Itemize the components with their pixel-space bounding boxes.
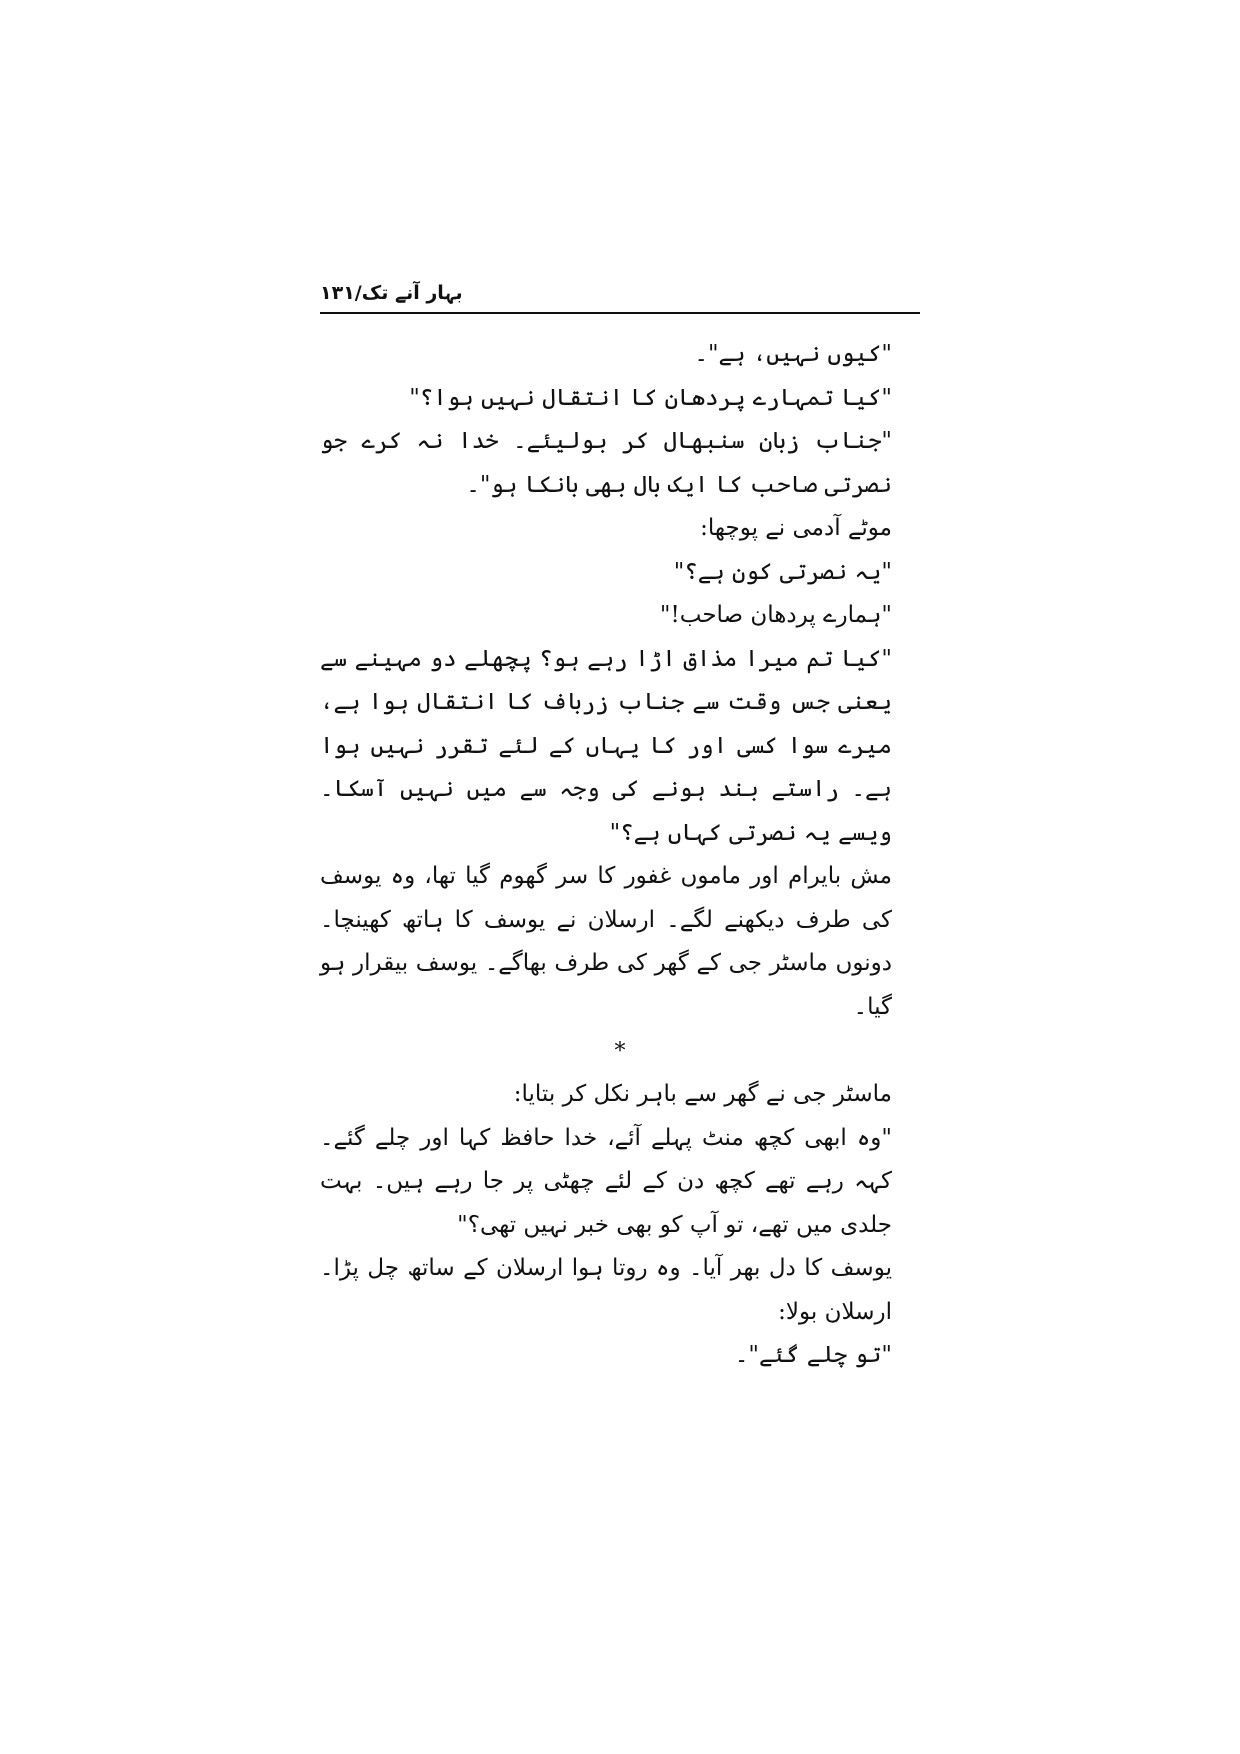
paragraph: "جناب زبان سنبھال کر بولیئے۔ خدا نہ کرے جو نصرتی صاحب کا ایک بال بھی بانکا ہو"۔	[320, 428, 892, 498]
section-break: *	[614, 1039, 626, 1064]
paragraph: "یہ نصرتی کون ہے؟"	[673, 558, 892, 585]
paragraph: "ہمارے پردھان صاحب!"	[659, 602, 892, 628]
paragraph: ماسٹر جی نے گھر سے باہر نکل کر بتایا:	[513, 1081, 892, 1107]
paragraph: "کیا تم میرا مذاق اڑا رہے ہو؟ پچھلے دو مہینے سے یعنی جس وقت سے جناب زرباف کا انتقال ہوا ہے، میرے سوا کسی اور کا یہاں کے لئے تقرر نہیں ہوا ہے۔ راستے بند ہونے کی وجہ سے میں نہیں آسکا۔ ویسے یہ نصرتی کہاں ہے؟"	[320, 645, 892, 846]
page-body	[320, 333, 920, 1378]
paragraph: "کیوں نہیں، ہے"۔	[694, 341, 892, 367]
paragraph: موٹے آدمی نے پوچھا:	[700, 515, 892, 541]
paragraph: مش بایرام اور ماموں غفور کا سر گھوم گیا تھا، وہ یوسف کی طرف دیکھنے لگے۔ ارسلان نے یوسف کا ہاتھ کھینچا۔ دونوں ماسٹر جی کے گھر کی طرف بھاگے۔ یوسف بیقرار ہو گیا۔	[320, 863, 892, 1020]
paragraph: "کیا تمہارے پردھان کا انتقال نہیں ہوا؟"	[409, 384, 892, 411]
header-rule	[320, 312, 920, 314]
paragraph: یوسف کا دل بھر آیا۔ وہ روتا ہوا ارسلان کے ساتھ چل پڑا۔ ارسلان بولا:	[320, 1255, 892, 1325]
paragraph: "وہ ابھی کچھ منٹ پہلے آئے، خدا حافظ کہا اور چلے گئے۔ کہہ رہے تھے کچھ دن کے لئے چھٹی پر جا رہے ہیں۔ بہت جلدی میں تھے، تو آپ کو بھی خبر نہیں تھی؟"	[320, 1124, 892, 1238]
running-header: بہار آنے تک/۱۳۱	[320, 282, 463, 304]
paragraph: "تو چلے گئے"۔	[734, 1342, 892, 1368]
